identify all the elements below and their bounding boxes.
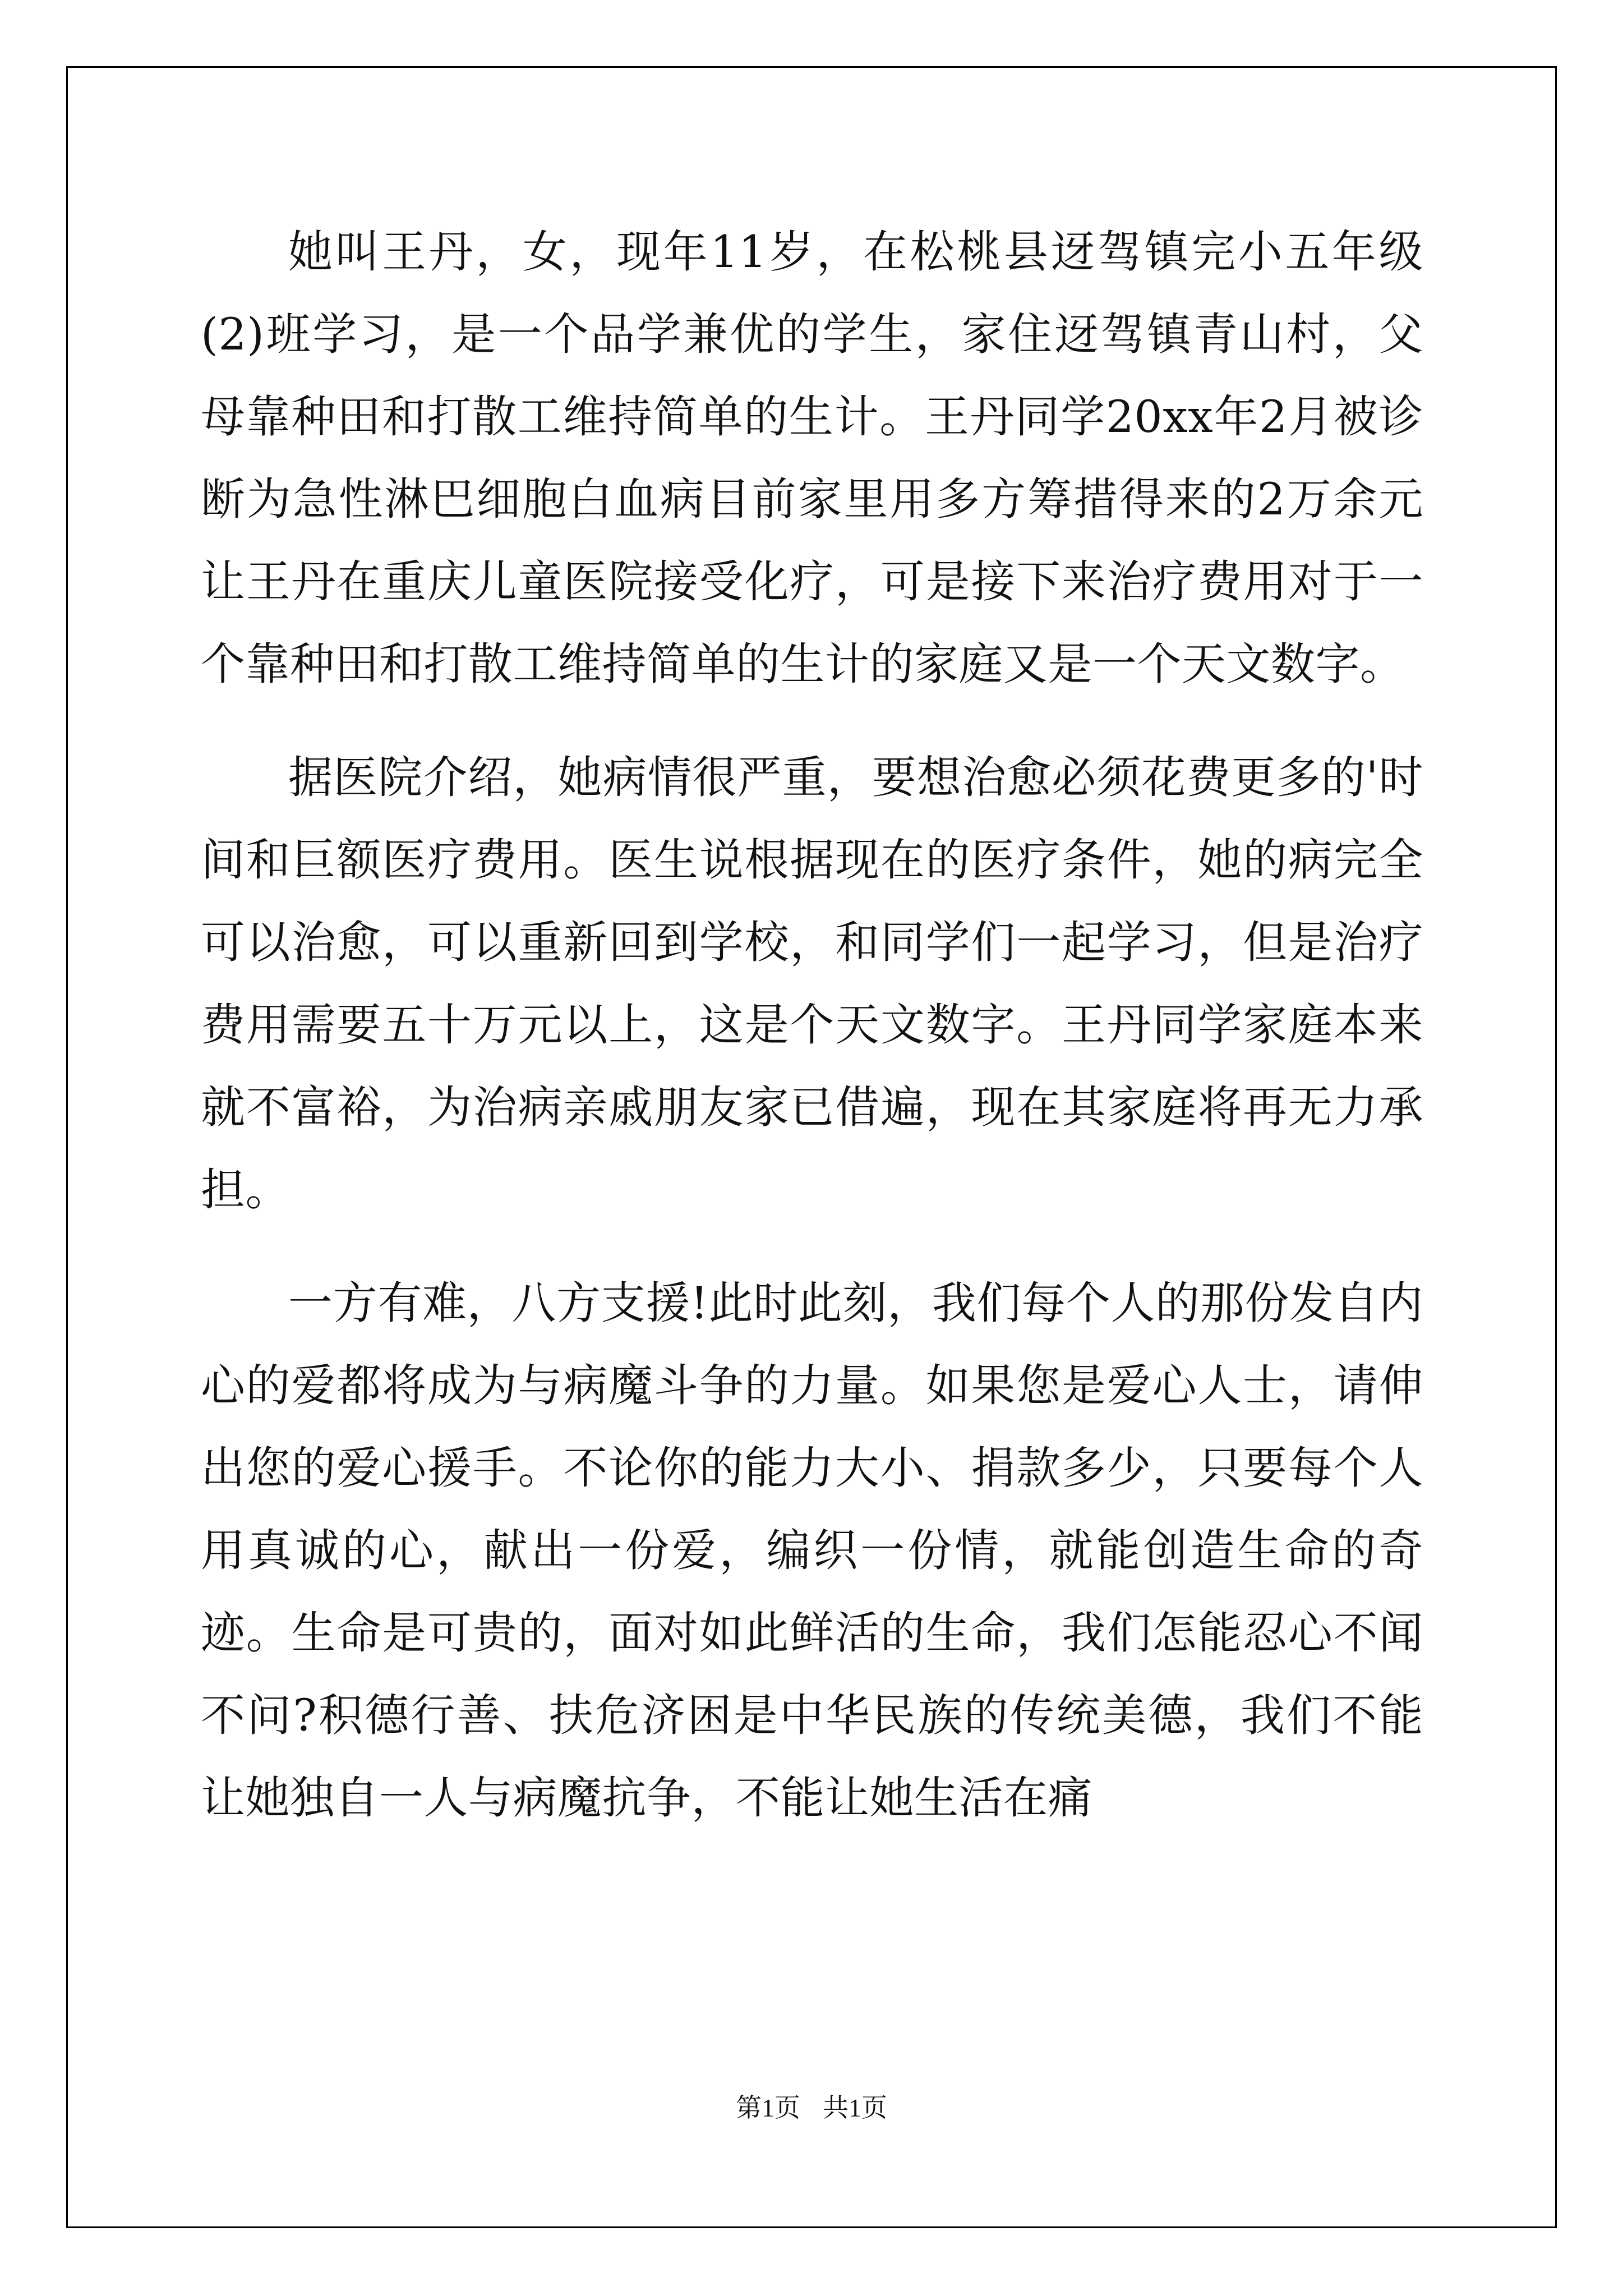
page-total: 共1页 (823, 2093, 887, 2122)
page-footer (0, 2091, 1623, 2125)
page-number: 第1页 (736, 2093, 800, 2122)
document-body (201, 211, 1423, 1870)
paragraph-1: 她叫王丹，女，现年11岁，在松桃县迓驾镇完小五年级(2)班学习，是一个品学兼优的学生，家住迓驾镇青山村，父母靠种田和打散工维持简单的生计。王丹同学20xx年2月被诊断为急性淋巴细胞白血病目前家里用多方筹措得来的2万余元让王丹在重庆儿童医院接受化疗，可是接下来治疗费用对于一个靠种田和打散工维持简单的生计的家庭又是一个天文数字。 (201, 226, 1423, 690)
paragraph-2: 据医院介绍，她病情很严重，要想治愈必须花费更多的'时间和巨额医疗费用。医生说根据现在的医疗条件，她的病完全可以治愈，可以重新回到学校，和同学们一起学习，但是治疗费用需要五十万元以上，这是个天文数字。王丹同学家庭本来就不富裕，为治病亲戚朋友家已借遍，现在其家庭将再无力承担。 (201, 752, 1423, 1216)
paragraph-3: 一方有难，八方支援!此时此刻，我们每个人的那份发自内心的爱都将成为与病魔斗争的力量。如果您是爱心人士，请伸出您的爱心援手。不论你的能力大小、捐款多少，只要每个人用真诚的心，献出一份爱，编织一份情，就能创造生命的奇迹。生命是可贵的，面对如此鲜活的生命，我们怎能忍心不闻不问?积德行善、扶危济困是中华民族的传统美德，我们不能让她独自一人与病魔抗争，不能让她生活在痛 (201, 1277, 1423, 1824)
